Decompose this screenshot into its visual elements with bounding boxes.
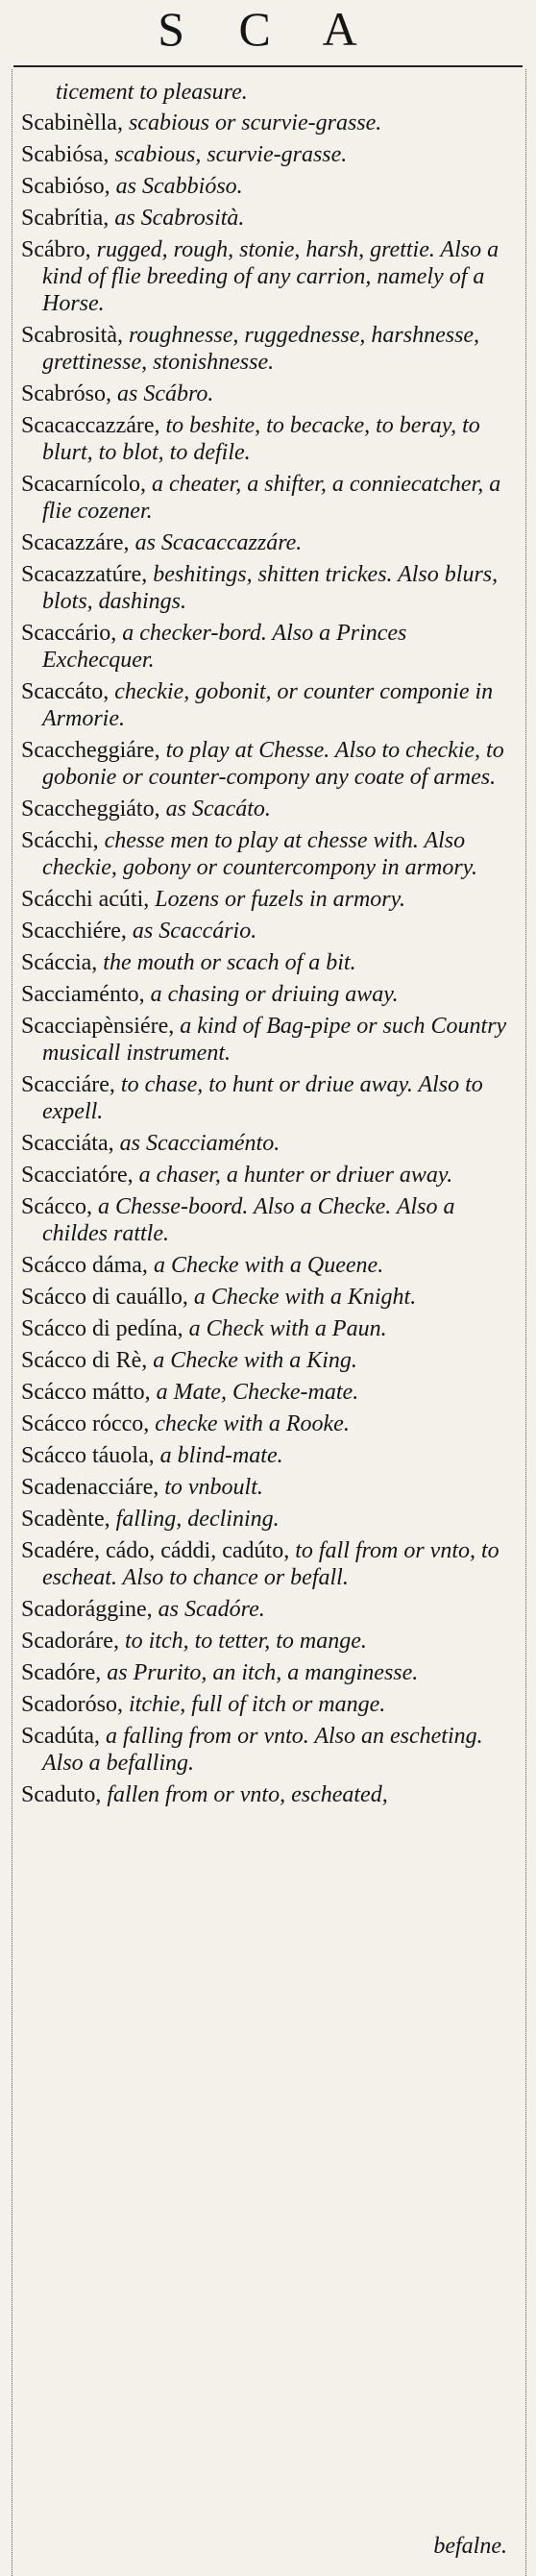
dictionary-entry — [21, 981, 517, 1008]
entry-definition: to chase, to hunt or driue away. Also to expell. — [42, 1072, 483, 1124]
entry-headword: Scabióso, — [21, 174, 110, 199]
entry-headword: Scacarnícolo, — [21, 472, 146, 497]
entry-headword: Scacciáta, — [21, 1131, 114, 1156]
dictionary-entry — [21, 1474, 517, 1501]
entry-definition: as Scaccário. — [126, 919, 257, 944]
entry-headword: Scacciatóre, — [21, 1163, 134, 1188]
entry-headword: Scacazzáre, — [21, 530, 130, 555]
entry-headword: Scadúta, — [21, 1724, 100, 1749]
entry-headword: Scábro, — [21, 237, 91, 262]
entry-definition: to vnboult. — [158, 1475, 263, 1500]
entry-definition: a Check with a Paun. — [183, 1316, 387, 1341]
entry-headword: Scabróso, — [21, 381, 111, 406]
dictionary-entry — [21, 678, 517, 732]
entry-definition: a chasing or driuing away. — [144, 982, 399, 1007]
entry-definition: as Scacaccazzáre. — [129, 530, 303, 555]
entry-headword: Scacciáre, — [21, 1072, 115, 1097]
entry-headword: Sacciaménto, — [21, 982, 145, 1007]
entry-definition: a blind-mate. — [154, 1443, 283, 1468]
entry-headword: Scabrosità, — [21, 323, 123, 348]
entry-definition: as Scábro. — [110, 381, 214, 406]
entry-definition: falling, declining. — [110, 1507, 280, 1532]
dictionary-entry — [21, 529, 517, 556]
entry-headword: Scácco rócco, — [21, 1411, 150, 1436]
entry-headword: Scácco, — [21, 1194, 92, 1219]
entry-headword: Scácco mátto, — [21, 1380, 151, 1405]
entry-continuation: befalne. — [433, 2534, 507, 2559]
dictionary-entry — [21, 173, 517, 200]
entry-headword: Scacchiére, — [21, 919, 127, 944]
entry-definition: to itch, to tetter, to mange. — [118, 1629, 367, 1654]
entry-headword: Scadóre, — [21, 1660, 102, 1685]
entry-headword: Scadoráre, — [21, 1629, 119, 1654]
dictionary-entry — [21, 1411, 517, 1437]
entry-definition: checke with a Rooke. — [149, 1411, 350, 1436]
entry-list — [21, 79, 517, 1813]
dictionary-entry — [21, 1193, 517, 1247]
entry-definition: fallen from or vnto, escheated, — [101, 1782, 388, 1807]
dictionary-entry — [21, 918, 517, 945]
dictionary-entry — [21, 949, 517, 976]
dictionary-entry — [21, 141, 517, 168]
entry-headword: Scacaccazzáre, — [21, 413, 160, 438]
entry-headword: Scácchi, — [21, 828, 99, 853]
dictionary-entry — [21, 827, 517, 881]
entry-definition: a falling from or vnto. Also an escheting. Also a befalling. — [42, 1724, 483, 1776]
dictionary-entry — [21, 110, 517, 136]
entry-definition: rugged, rough, stonie, harsh, grettie. Also a kind of flie breeding of any carrion, namely of a Horse. — [42, 237, 499, 316]
entry-headword: Scadènte, — [21, 1507, 110, 1532]
entry-definition: a chaser, a hunter or driuer away. — [133, 1163, 453, 1188]
entry-definition: the mouth or scach of a bit. — [97, 950, 356, 975]
entry-headword: Scaduto, — [21, 1782, 102, 1807]
dictionary-entry — [21, 322, 517, 376]
dictionary-entry — [21, 1284, 517, 1311]
entry-definition: itchie, full of itch or mange. — [122, 1692, 386, 1717]
entry-headword: Scáccia, — [21, 950, 98, 975]
entry-headword: Scabinèlla, — [21, 110, 123, 135]
dictionary-entry — [21, 1252, 517, 1279]
entry-headword: Scácco di pedína, — [21, 1316, 183, 1341]
dictionary-entry — [21, 1162, 517, 1189]
dictionary-entry — [21, 1781, 517, 1808]
dictionary-entry — [21, 1723, 517, 1777]
entry-definition: a cheater, a shifter, a conniecatcher, a flie cozener. — [42, 472, 501, 524]
page-header-title: S C A — [158, 2, 378, 56]
dictionary-entry — [21, 1130, 517, 1157]
entry-definition: ticement to pleasure. — [56, 80, 248, 105]
entry-definition: checkie, gobonit, or counter componie in Armorie. — [42, 679, 494, 731]
entry-definition: chesse men to play at chesse with. Also checkie, gobony or countercompony in armory. — [42, 828, 477, 880]
dictionary-entry — [21, 380, 517, 407]
header-rule — [13, 65, 523, 67]
entry-definition: roughnesse, ruggednesse, harshnesse, grettinesse, stonishnesse. — [42, 323, 480, 375]
entry-headword: Scácco di Rè, — [21, 1348, 148, 1373]
entry-headword: Scacazzatúre, — [21, 562, 148, 587]
entry-definition: as Scacáto. — [159, 797, 271, 822]
dictionary-entry — [21, 1628, 517, 1655]
entry-definition: Lozens or fuzels in armory. — [149, 887, 405, 912]
entry-headword: Scácco di cauállo, — [21, 1285, 188, 1310]
entry-headword: Scacciapènsiére, — [21, 1014, 175, 1039]
entry-headword: Scadorággine, — [21, 1597, 153, 1622]
entry-definition: a checker-bord. Also a Princes Exchecquer. — [42, 621, 407, 673]
entry-headword: Scácco dáma, — [21, 1253, 148, 1278]
entry-definition: to fall from or vnto, to escheat. Also to chance or befall. — [42, 1538, 499, 1590]
right-margin-rule — [525, 69, 526, 2576]
entry-definition: to play at Chesse. Also to checkie, to gobonie or counter-compony any coate of armes. — [42, 738, 504, 790]
entry-headword: Scabrítia, — [21, 206, 110, 231]
dictionary-entry — [21, 236, 517, 317]
entry-definition: a kind of Bag-pipe or such Country musicall instrument. — [42, 1014, 507, 1066]
dictionary-entry — [21, 620, 517, 674]
entry-headword: Scadére, cádo, cáddi, cadúto, — [21, 1538, 290, 1563]
dictionary-entry — [21, 561, 517, 615]
dictionary-entry — [21, 1071, 517, 1125]
dictionary-entry — [21, 471, 517, 525]
entry-headword: Scadoróso, — [21, 1692, 123, 1717]
entry-definition: as Prurito, an itch, a manginesse. — [101, 1660, 419, 1685]
entry-definition: to beshite, to becacke, to beray, to blurt, to blot, to defile. — [42, 413, 480, 465]
dictionary-entry — [21, 1442, 517, 1469]
dictionary-entry — [21, 737, 517, 791]
dictionary-entry — [21, 1347, 517, 1374]
entry-headword: Scaccáto, — [21, 679, 110, 704]
entry-headword: Scabiósa, — [21, 142, 110, 167]
entry-headword: Scaccário, — [21, 621, 117, 646]
entry-definition: as Scacciaménto. — [113, 1131, 280, 1156]
entry-definition: a Checke with a Queene. — [147, 1253, 384, 1278]
entry-headword: Scácchi acúti, — [21, 887, 150, 912]
entry-definition: a Checke with a King. — [147, 1348, 357, 1373]
dictionary-entry — [21, 1506, 517, 1533]
entry-definition: as Scabbióso. — [110, 174, 243, 199]
entry-definition: as Scabrosità. — [109, 206, 245, 231]
dictionary-entry — [21, 412, 517, 466]
dictionary-entry — [21, 1379, 517, 1406]
entry-definition: a Chesse-boord. Also a Checke. Also a childes rattle. — [42, 1194, 455, 1246]
dictionary-entry — [21, 1691, 517, 1718]
dictionary-entry — [21, 1315, 517, 1342]
entry-definition: a Checke with a Knight. — [187, 1285, 417, 1310]
dictionary-entry — [21, 1537, 517, 1591]
entry-definition: beshitings, shitten trickes. Also blurs, blots, dashings. — [42, 562, 499, 614]
dictionary-entry — [21, 79, 517, 106]
dictionary-entry — [21, 205, 517, 232]
dictionary-entry — [21, 1013, 517, 1067]
dictionary-entry — [21, 1659, 517, 1686]
dictionary-entry — [21, 886, 517, 913]
entry-definition: a Mate, Checke-mate. — [150, 1380, 359, 1405]
dictionary-entry — [21, 796, 517, 822]
entry-definition: scabious or scurvie-grasse. — [122, 110, 382, 135]
dictionary-entry — [21, 1596, 517, 1623]
entry-headword: Scaccheggiáto, — [21, 797, 160, 822]
entry-headword: Scaccheggiáre, — [21, 738, 160, 763]
entry-headword: Scácco táuola, — [21, 1443, 155, 1468]
entry-definition: as Scadóre. — [152, 1597, 265, 1622]
entry-headword: Scadenacciáre, — [21, 1475, 159, 1500]
entry-definition: scabious, scurvie-grasse. — [109, 142, 348, 167]
